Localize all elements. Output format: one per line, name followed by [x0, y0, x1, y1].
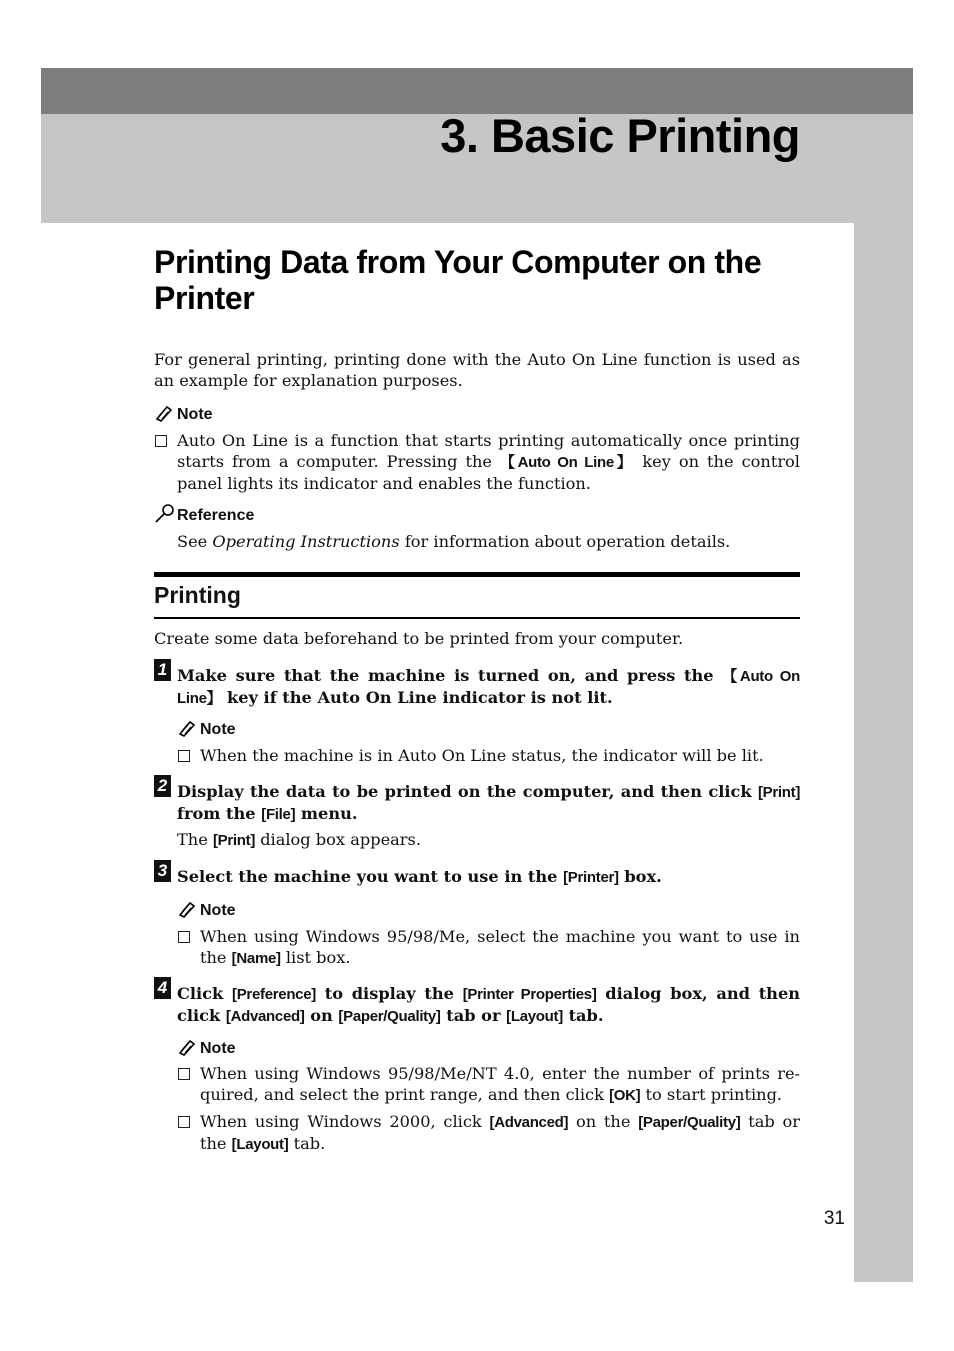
step-number-badge: 1 — [154, 659, 171, 681]
step-number-badge: 2 — [154, 775, 171, 797]
section-title: Printing Data from Your Computer on the Printer — [154, 244, 762, 316]
subsection-title: Printing — [154, 582, 241, 608]
layout-tab-ref: [Layout] — [231, 1136, 289, 1153]
printer-box-ref: [Printer] — [563, 869, 619, 886]
ok-button-ref: [OK] — [609, 1087, 641, 1104]
note-label: Note — [200, 721, 236, 738]
subsection-bottom-rule — [154, 617, 800, 619]
step-number-badge: 3 — [154, 860, 171, 882]
note-text: When using Windows 95/98/Me/NT 4.0, enter the number of prints re- quired, and select the print range, and then click [OK] to start printing. — [200, 1064, 800, 1104]
paper-quality-tab-ref: [Paper/Quality] — [638, 1114, 741, 1131]
page-number: 31 — [823, 1208, 845, 1229]
section-intro: For general printing, printing done with the Auto On Line function is used as an example for explanation purposes. — [154, 350, 800, 390]
layout-tab-ref: [Layout] — [506, 1008, 563, 1025]
note-pencil-icon — [154, 404, 174, 422]
reference-text: See Operating Instructions for information about operation details. — [177, 532, 731, 551]
advanced-button-ref: [Advanced] — [225, 1008, 305, 1025]
preference-button-ref: [Preference] — [232, 986, 316, 1003]
file-menu-ref: [File] — [261, 806, 296, 823]
step-instruction: Select the machine you want to use in the [Printer] box. — [177, 867, 662, 886]
note-pencil-icon — [177, 1038, 197, 1056]
note-label: Note — [200, 1040, 236, 1057]
note-pencil-icon — [177, 900, 197, 918]
checkbox-bullet — [155, 435, 167, 447]
step-number-badge: 4 — [154, 977, 171, 999]
auto-on-line-key: 【Auto On Line】 — [500, 454, 635, 471]
checkbox-bullet — [178, 1116, 190, 1128]
reference-magnifier-icon — [154, 503, 176, 523]
name-listbox-ref: [Name] — [231, 950, 281, 967]
note-text: Auto On Line is a function that starts printing automatically once printing starts from a computer. Pressing the 【Auto On Line】 key on the control panel lights its indicator and enables the function. — [177, 431, 800, 493]
note-pencil-icon — [177, 719, 197, 737]
page-side-bar — [854, 223, 913, 1282]
step-instruction: Make sure that the machine is turned on, and press the 【Auto On Line】 key if the Auto On Line indicator is not lit. — [177, 666, 800, 707]
print-dialog-ref: [Print] — [212, 832, 256, 849]
note-label: Note — [177, 406, 213, 423]
chapter-title: 3. Basic Printing — [440, 109, 800, 162]
print-button-ref: [Print] — [757, 784, 801, 801]
auto-on-line-key: 【Auto On Line】 — [177, 668, 800, 707]
paper-quality-tab-ref: [Paper/Quality] — [338, 1008, 441, 1025]
step-result: The [Print] dialog box appears. — [177, 830, 421, 849]
note-label: Note — [200, 902, 236, 919]
reference-label: Reference — [177, 507, 255, 524]
note-text: When using Windows 95/98/Me, select the machine you want to use in the [Name] list box. — [200, 927, 800, 967]
checkbox-bullet — [178, 931, 190, 943]
checkbox-bullet — [178, 1068, 190, 1080]
step-instruction: Click [Preference] to display the [Printer Properties] dialog box, and then click [Advanced] on [Paper/Quality] tab or [Layout] tab. — [177, 984, 801, 1025]
printer-properties-ref: [Printer Properties] — [462, 986, 597, 1003]
advanced-button-ref: [Advanced] — [489, 1114, 569, 1131]
subsection-top-rule — [154, 572, 800, 577]
note-text: When using Windows 2000, click [Advanced] on the [Paper/Quality] tab or the [Layout] tab. — [200, 1112, 800, 1153]
checkbox-bullet — [178, 750, 190, 762]
step-instruction: Display the data to be printed on the computer, and then click [Print] from the [File] menu. — [177, 782, 801, 823]
note-text: When the machine is in Auto On Line status, the indicator will be lit. — [200, 746, 764, 765]
subsection-intro: Create some data beforehand to be printed from your computer. — [154, 629, 684, 648]
